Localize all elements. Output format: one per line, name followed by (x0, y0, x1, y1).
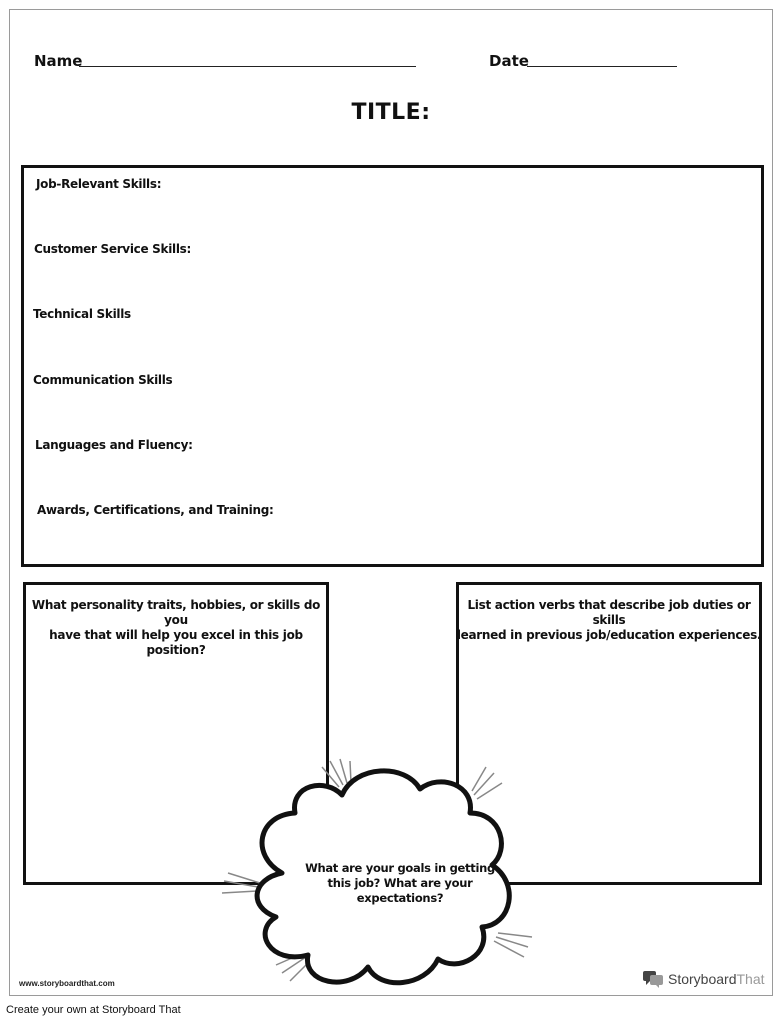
personality-prompt-line2: have that will help you excel in this job position? (49, 628, 303, 657)
goals-prompt (300, 861, 500, 906)
skill-technical: Technical Skills (33, 307, 131, 321)
date-label: Date (489, 52, 529, 70)
storyboardthat-logo[interactable] (642, 970, 765, 988)
action-verbs-prompt (456, 598, 762, 643)
personality-prompt-line1: What personality traits, hobbies, or skills do you (31, 598, 321, 627)
action-verbs-prompt-line1: List action verbs that describe job duties or skills (467, 598, 751, 627)
goals-prompt-line1: What are your goals in getting (305, 861, 495, 875)
skill-languages: Languages and Fluency: (35, 438, 193, 452)
skill-customer-service: Customer Service Skills: (34, 242, 191, 256)
page-title: TITLE: (351, 100, 431, 125)
skill-job-relevant: Job-Relevant Skills: (36, 177, 162, 191)
name-label: Name (34, 52, 83, 70)
footer-credit[interactable]: Create your own at Storyboard That (6, 1004, 181, 1016)
action-verbs-prompt-line2: learned in previous job/education experiences. (456, 628, 762, 642)
brand-name-bold: Storyboard (668, 971, 737, 987)
skill-awards: Awards, Certifications, and Training: (37, 503, 274, 517)
brand-name-thin: That (736, 971, 765, 987)
goals-prompt-line2: this job? What are your (327, 876, 473, 890)
goals-prompt-line3: expectations? (356, 891, 444, 905)
storyboardthat-url[interactable]: www.storyboardthat.com (19, 979, 115, 988)
speech-bubbles-icon (642, 970, 664, 988)
date-line[interactable] (527, 66, 677, 67)
skill-communication: Communication Skills (33, 373, 173, 387)
personality-prompt (23, 598, 329, 658)
name-line[interactable] (79, 66, 416, 67)
